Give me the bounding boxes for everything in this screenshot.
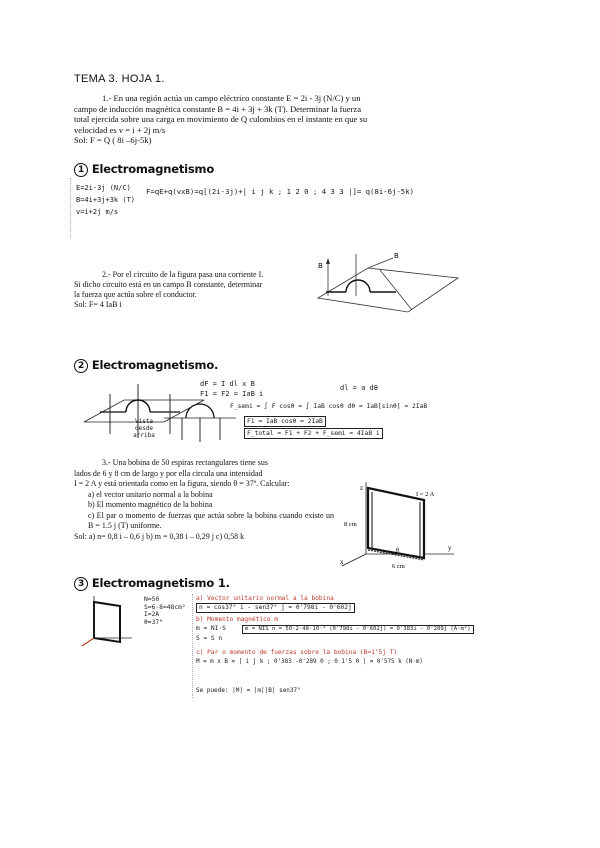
problem-1-line: campo de inducción magnética constante B = 4i + 3j + 3k (T). Determinar la fuerza (74, 103, 362, 114)
problem-3-line: I = 2 A y está orientada como en la figura, siendo θ = 37º. Calcular: (74, 479, 290, 488)
b-label: B (318, 262, 323, 270)
handwritten-1-title: 1 Electromagnetismo (74, 162, 214, 177)
hw3-b-label: b) Momento magnético m (196, 616, 278, 623)
problem-3-line: 3.- Una bobina de 50 espiras rectangulares tiene sus (102, 458, 268, 467)
handwritten-2-number: 2 (74, 359, 88, 373)
hw3-data-item: I=2A (144, 611, 160, 619)
fig-width: 6 cm (392, 563, 405, 568)
hw1-v: v=i+2j m/s (76, 208, 119, 216)
coil-sketch-x (82, 638, 94, 646)
problem-2-line: 2.- Por el circuito de la figura pasa una corriente I. (102, 270, 264, 279)
fig-x: x (340, 558, 344, 566)
coil-sketch-rect (94, 602, 120, 642)
hw3-a-eq: n = cos37° i - sen37° j = 0'798i - 0'602j (196, 603, 355, 613)
problem-2 (74, 270, 314, 310)
hw3-data (144, 596, 186, 626)
hw1-b: B=4i+3j+3k (T) (76, 196, 136, 204)
problem-3-solution: Sol: a) n= 0,8 i – 0,6 j b) m = 0,38 i – 0,29 j c) 0,58 k (74, 531, 245, 541)
hw3-data-item: S=6·8=48cm² (144, 603, 186, 611)
problem-3-item: b) El momento magnético de la bobina (88, 500, 213, 509)
hw3-b-eq3: S = S n (196, 635, 223, 642)
problem-1-solution: Sol: F = Q ( 8i –6j-5k) (74, 135, 152, 146)
semicircle (346, 280, 370, 292)
hw2-vista: Vista desde arriba (133, 418, 155, 439)
handwritten-1 (74, 162, 414, 216)
hw3-divider (192, 594, 193, 698)
page-title: TEMA 3. HOJA 1. (74, 73, 165, 85)
handwritten-1-notes (74, 178, 514, 238)
problem-3-line: lados de 6 y 8 cm de largo y por ella circula una intensidad (74, 468, 263, 478)
circuit-figure (308, 248, 468, 326)
problem-3 (74, 458, 334, 542)
problem-1-line: 1.- En una región actúa un campo eléctrico constante E = 2i - 3j (N/C) y un (102, 93, 361, 103)
hw2-eq4: F_semi = ∫ F cosθ = ∫ IaB cosθ dθ = IaB[sinθ] = 2IaB (230, 403, 428, 410)
problem-2-line: la fuerza que actúa sobre el conductor. (74, 290, 197, 299)
fig-height: 8 cm (344, 521, 357, 528)
problem-1-line: total ejercida sobre una carga en movimiento de Q culombios en el instante en que su (74, 114, 368, 125)
hw2-eq6: F_total = F1 + F2 + F_semi = 4IaB i (244, 428, 383, 439)
axis-diag (380, 270, 412, 310)
fig-z: z (360, 484, 364, 492)
handwritten-2 (74, 358, 218, 373)
problem-3-items (74, 490, 334, 532)
hw1-force: F=qE+q(vxB)=q[(2i-3j)+| i j k ; 1 2 0 ; 4 3 3 |]= q(8i-6j-5k) (146, 187, 414, 196)
hw3-b-eq2: m = NIS n = 50·2·48·10⁻⁴ (0'798i - 0'602j) = 0'383i - 0'289j (A·m²) (242, 625, 474, 634)
coil-sketch (80, 596, 134, 648)
handwritten-1-number: 1 (74, 163, 88, 177)
hw3-c-note: Se puede: |M| = |m||B| sen37° (196, 687, 301, 694)
hw2-eq3: dl = a dθ (340, 384, 378, 392)
handwritten-2-notes (200, 378, 530, 440)
coil-figure (338, 478, 458, 568)
problem-2-line: Si dicho circuito está en un campo B constante, determinar (74, 280, 263, 289)
hw2-eq2: F1 = F2 = IaB i (200, 390, 264, 398)
hw1-e: E=2i-3j (N/C) (76, 184, 131, 192)
hw3-data-item: N=50 (144, 596, 160, 603)
hw3-c-eq: M = m x B = | i j k ; 0'383 -0'289 0 ; 0 1'5 0 | = 0'575 k (N·m) (196, 659, 423, 665)
fig-angle: θ (396, 547, 400, 554)
hw3-c-label: c) Par o momento de fuerzas sobre la bobina (B=1'5j T) (196, 649, 398, 656)
handwritten-3 (74, 576, 230, 591)
hw3-data-item: θ=37° (144, 618, 163, 626)
plane (318, 268, 458, 312)
b-field-line (368, 258, 393, 268)
axis-x (342, 554, 366, 566)
fig-y: y (448, 544, 452, 552)
hw2-eq5: F1 = IaB cosθ = 2IaB (244, 416, 326, 427)
problem-1 (74, 93, 524, 146)
fig-current: I = 2 A (416, 491, 435, 498)
handwritten-3-number: 3 (74, 577, 88, 591)
problem-3-item: c) El par o momento de fuerzas que actúa sobre la bobina cuando existe un B = 1.5 j (T) uniforme. (88, 510, 334, 530)
problem-2-solution: Sol: F= 4 IaB i (74, 300, 122, 309)
problem-1-line: velocidad es v = i + 2j m/s (74, 124, 166, 135)
b2-label: B (394, 252, 399, 260)
hw3-a-label: a) Vector unitario normal a la bobina (196, 595, 334, 602)
handwritten-2-title: 2 Electromagnetismo. (74, 358, 218, 373)
hw3-b-eq1: m = NI·S (196, 625, 226, 632)
handwritten-3-title: 3 Electromagnetismo 1. (74, 576, 230, 591)
b-arrowhead (326, 258, 330, 264)
problem-3-item: a) el vector unitario normal a la bobina (88, 489, 213, 499)
hw2-eq1: dF = I dl x B (200, 380, 255, 388)
